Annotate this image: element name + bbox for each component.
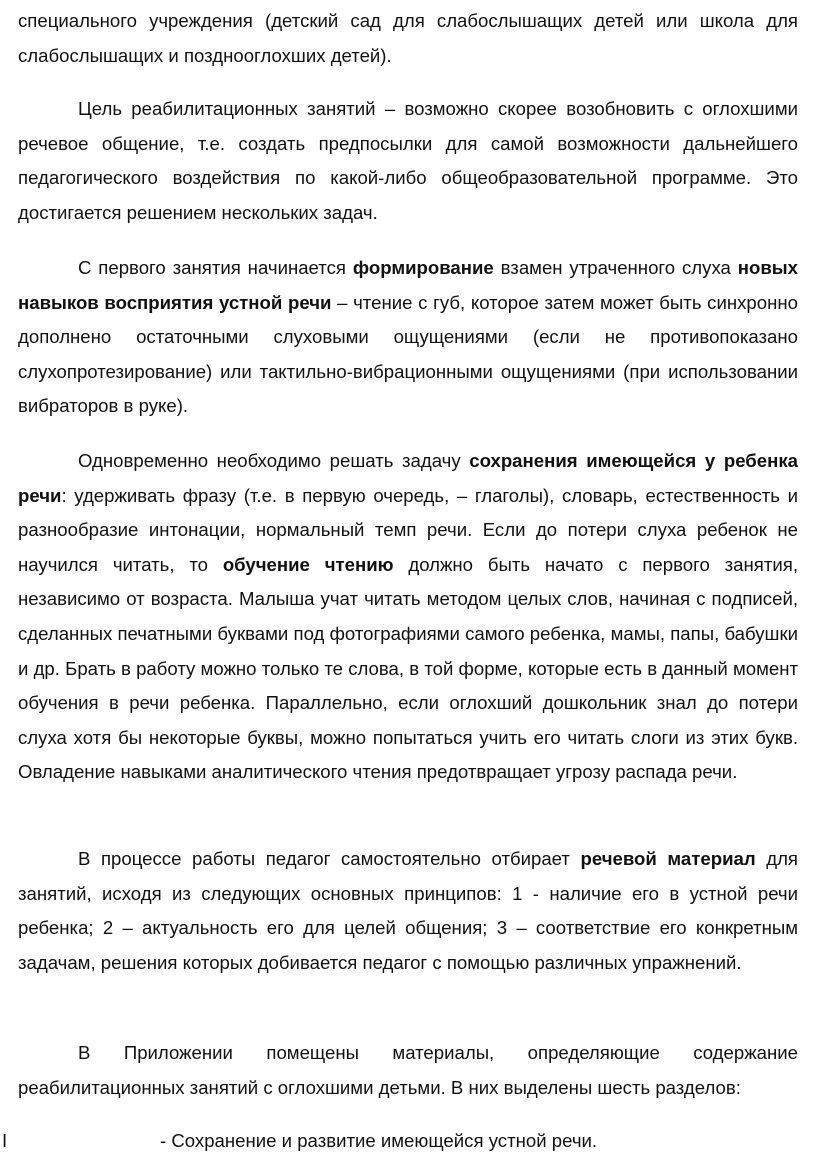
paragraph-0 bbox=[18, 4, 798, 73]
text-run: – чтение с губ, которое затем может быть синхронно дополнено остаточными слуховыми ощущениями (если не противопоказано слухопротезирование) или тактильно-вибрационными ощущениями (при использовании вибраторов в руке). bbox=[18, 291, 798, 417]
bold-term: сохранения имеющейся у ребенка речи bbox=[18, 450, 798, 506]
text-run: : удерживать фразу (т.е. в первую очередь, – глаголы), словарь, естественность и разнообразие интонации, нормальный темп речи. Если до потери слуха ребенок не научился читать, то bbox=[18, 484, 798, 575]
paragraph-2 bbox=[18, 251, 798, 424]
text-run: Цель реабилитационных занятий – возможно скорее возобновить с оглохшими речевое общение, т.е. создать предпосылки для самой возможности дальнейшего педагогического воздействия по какой-либо общеобразовательной программе. Это достигается решением нескольких задач. bbox=[18, 98, 798, 223]
text-run: должно быть начато с первого занятия, независимо от возраста. Малыша учат читать методом целых слов, начиная с подписей, сделанных печатными буквами под фотографиями самого ребенка, мамы, папы, бабушки и др. Брать в работу можно только те слова, в той форме, которые есть в данный момент обучения в речи ребенка. Параллельно, если оглохший дошкольник знал до потери слуха хотя бы некоторые буквы, можно попытаться учить его читать слоги из этих букв. Овладение навыками аналитического чтения предотвращает угрозу распада речи. bbox=[18, 553, 798, 783]
text-run: Одновременно необходимо решать задачу bbox=[78, 450, 470, 471]
text-run: специального учреждения (детский сад для слабослышащих детей или школа для слабослышащих и позднооглохших детей). bbox=[18, 10, 798, 66]
paragraph-5 bbox=[18, 1036, 798, 1105]
bold-term: новых навыков восприятия устной речи bbox=[18, 257, 798, 313]
list-item-text: - Сохранение и развитие имеющейся устной речи. bbox=[160, 1130, 598, 1151]
text-run: взамен утраченного слуха bbox=[493, 257, 738, 278]
text-run: С первого занятия начинается bbox=[78, 257, 353, 278]
list-item-marker: I bbox=[2, 1130, 8, 1151]
text-run: для занятий, исходя из следующих основных принципов: 1 - наличие его в устной речи ребенка; 2 – актуальность его для целей общения; 3 – соответствие его конкретным задачам, решения которых добивается педагог с помощью различных упражнений. bbox=[18, 848, 798, 973]
text-run: В процессе работы педагог самостоятельно отбирает bbox=[78, 848, 581, 869]
paragraph-3 bbox=[18, 444, 798, 790]
bold-term: речевой материал bbox=[580, 848, 756, 869]
bold-term: формирование bbox=[352, 257, 494, 278]
bold-term: обучение чтению bbox=[222, 553, 394, 575]
paragraph-1 bbox=[18, 92, 798, 230]
text-run: В Приложении помещены материалы, определяющие содержание реабилитационных занятий с оглохшими детьми. В них выделены шесть разделов: bbox=[18, 1042, 798, 1098]
paragraph-4 bbox=[18, 842, 798, 980]
